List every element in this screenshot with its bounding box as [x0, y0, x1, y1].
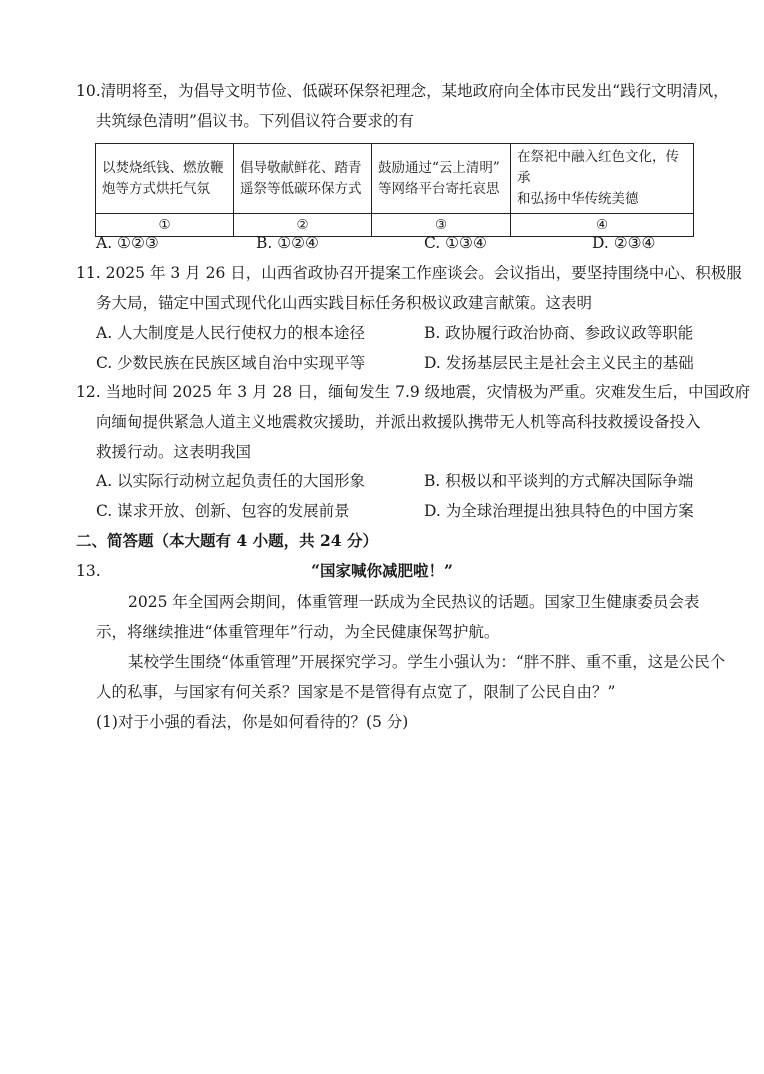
q12-option-a[interactable]: A. 以实际行动树立起负责任的大国形象: [96, 472, 366, 490]
table-cell: 以焚烧纸钱、燃放鞭 炮等方式烘托气氛: [96, 144, 234, 214]
table-cell-mark: ④: [511, 214, 694, 237]
q12-stem-line3: 救援行动。这表明我国: [96, 443, 252, 461]
q13-subquestion-1: (1)对于小强的看法，你是如何看待的？(5 分): [96, 713, 409, 731]
q10-option-a[interactable]: A. ①②③: [96, 234, 159, 252]
table-cell-mark: ①: [96, 214, 234, 237]
q10-option-b[interactable]: B. ①②④: [256, 234, 319, 252]
q11-option-a[interactable]: A. 人大制度是人民行使权力的根本途径: [96, 324, 366, 342]
q12-stem-line2: 向缅甸提供紧急人道主义地震救灾援助，并派出救援队携带无人机等高科技救援设备投入: [96, 413, 701, 431]
table-cell: 鼓励通过“云上清明” 等网络平台寄托哀思: [372, 144, 511, 214]
q11-stem-line2: 务大局，锚定中国式现代化山西实践目标任务积极议政建言献策。这表明: [96, 294, 593, 312]
q10-table-content-row: [96, 144, 694, 214]
q12-option-b[interactable]: B. 积极以和平谈判的方式解决国际争端: [424, 472, 694, 490]
table-cell: 倡导敬献鲜花、踏青 遥祭等低碳环保方式: [234, 144, 372, 214]
q10-stem-line1: 10.清明将至，为倡导文明节俭、低碳环保祭祀理念，某地政府向全体市民发出“践行文明清风，: [76, 82, 729, 100]
section-heading: 二、简答题（本大题有 4 小题，共 24 分）: [76, 531, 378, 550]
table-cell-mark: ②: [234, 214, 372, 237]
table-cell-mark: ③: [372, 214, 511, 237]
q12-stem-line1: 12. 当地时间 2025 年 3 月 28 日，缅甸发生 7.9 级地震，灾情极为严重。灾难发生后，中国政府: [76, 383, 751, 401]
q11-option-c[interactable]: C. 少数民族在民族区域自治中实现平等: [96, 354, 366, 372]
q12-option-d[interactable]: D. 为全球治理提出独具特色的中国方案: [424, 502, 694, 520]
q13-paragraph2-line1: 某校学生围绕“体重管理”开展探究学习。学生小强认为：“胖不胖、重不重，这是公民个: [128, 653, 726, 671]
q13-material-title: “国家喊你减肥啦！”: [311, 561, 453, 580]
q13-paragraph1-line1: 2025 年全国两会期间，体重管理一跃成为全民热议的话题。国家卫生健康委员会表: [128, 593, 700, 611]
q10-stem-line2: 共筑绿色清明”倡议书。下列倡议符合要求的有: [96, 112, 414, 130]
q13-number: 13.: [76, 562, 101, 580]
q10-option-d[interactable]: D. ②③④: [592, 234, 656, 252]
q12-option-c[interactable]: C. 谋求开放、创新、包容的发展前景: [96, 502, 350, 520]
q13-paragraph1-line2: 示，将继续推进“体重管理年”行动，为全民健康保驾护航。: [96, 623, 500, 641]
q11-option-b[interactable]: B. 政协履行政治协商、参政议政等职能: [424, 324, 694, 342]
table-cell: 在祭祀中融入红色文化，传承 和弘扬中华传统美德: [511, 144, 694, 214]
q11-stem-line1: 11. 2025 年 3 月 26 日，山西省政协召开提案工作座谈会。会议指出，要坚持围绕中心、积极服: [76, 264, 742, 282]
q11-option-d[interactable]: D. 发扬基层民主是社会主义民主的基础: [424, 354, 694, 372]
q13-paragraph2-line2: 人的私事，与国家有何关系？国家是不是管得有点宽了，限制了公民自由？”: [96, 683, 616, 701]
q10-table: [95, 143, 694, 237]
answer-space[interactable]: [76, 745, 688, 1045]
q10-option-c[interactable]: C. ①③④: [424, 234, 487, 252]
